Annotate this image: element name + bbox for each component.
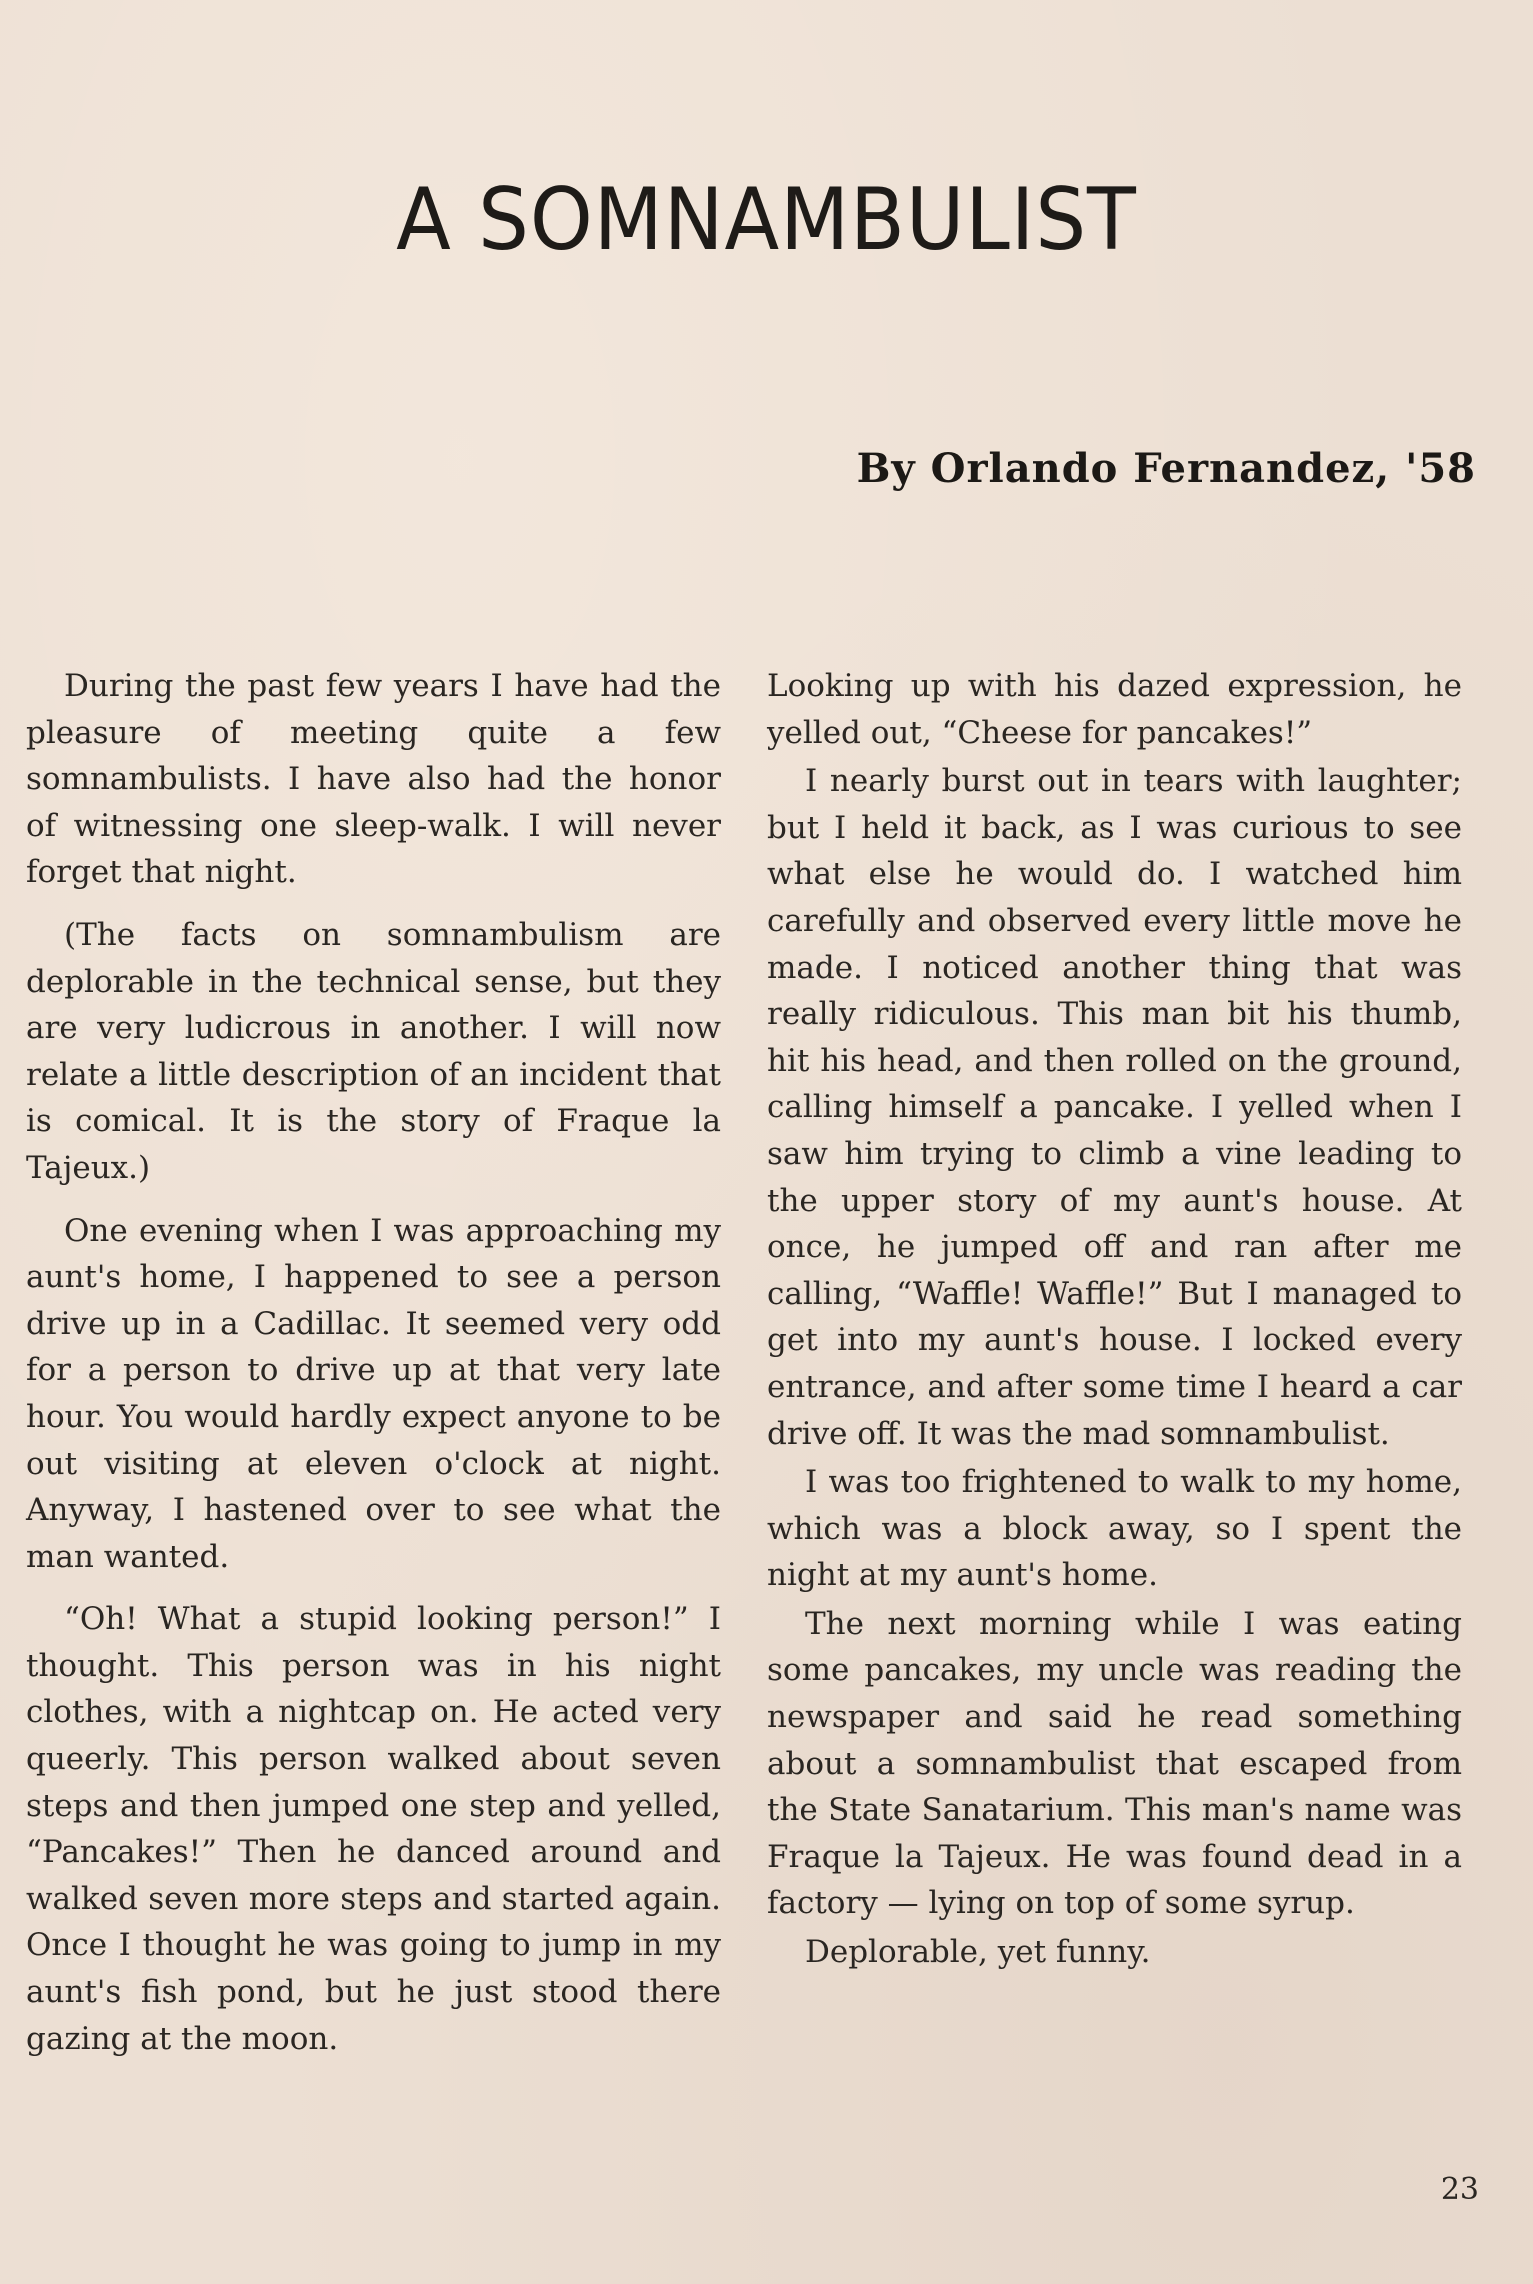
- article-title: A SOMNAMBULIST: [396, 170, 1137, 270]
- right-column: [767, 663, 1462, 1976]
- paragraph: The next morning while I was eating some pancakes, my uncle was reading the newspaper and said he read something about a somnambulist that escaped from the State Sanatarium. This man's name was Fraque la Tajeux. He was found dead in a factory — lying on top of some syrup.: [767, 1605, 1462, 1922]
- paragraph: (The facts on somnambulism are deplorable in the technical sense, but they are very ludicrous in another. I will now relate a little description of an incident that is comical. It is the story of Fraque la Tajeux.): [26, 916, 721, 1186]
- paragraph: I nearly burst out in tears with laughter; but I held it back, as I was curious to see what else he would do. I watched him carefully and observed every little move he made. I noticed another thing that was really ridiculous. This man bit his thumb, hit his head, and then rolled on the ground, calling himself a pancake. I yelled when I saw him trying to climb a vine leading to the upper story of my aunt's house. At once, he jumped off and ran after me calling, “Waffle! Waffle!” But I managed to get into my aunt's house. I locked every entrance, and after some time I heard a car drive off. It was the mad somnambulist.: [767, 763, 1462, 1452]
- left-column: [26, 663, 721, 2062]
- paragraph: During the past few years I have had the pleasure of meeting quite a few somnambulists. I have also had the honor of witnessing one sleep-walk. I will never forget that night.: [26, 668, 721, 891]
- author-byline: By Orlando Fernandez, '58: [856, 445, 1476, 492]
- paragraph: One evening when I was approaching my aunt's home, I happened to see a person drive up in a Cadillac. It seemed very odd for a person to drive up at that very late hour. You would hardly expect anyone to be out visiting at eleven o'clock at night. Anyway, I hastened over to see what the man wanted.: [26, 1212, 721, 1575]
- paragraph: Looking up with his dazed expression, he yelled out, “Cheese for pancakes!”: [767, 668, 1462, 751]
- paragraph: Deplorable, yet funny.: [805, 1934, 1151, 1971]
- paragraph: “Oh! What a stupid looking person!” I thought. This person was in his night clothes, with a nightcap on. He acted very queerly. This person walked about seven steps and then jumped one step and yelled, “Pancakes!” Then he danced around and walked seven more steps and started again. Once I thought he was going to jump in my aunt's fish pond, but he just stood there gazing at the moon.: [26, 1601, 721, 2057]
- page-number: 23: [1440, 2172, 1479, 2207]
- paragraph: I was too frightened to walk to my home, which was a block away, so I spent the night at my aunt's home.: [767, 1464, 1462, 1594]
